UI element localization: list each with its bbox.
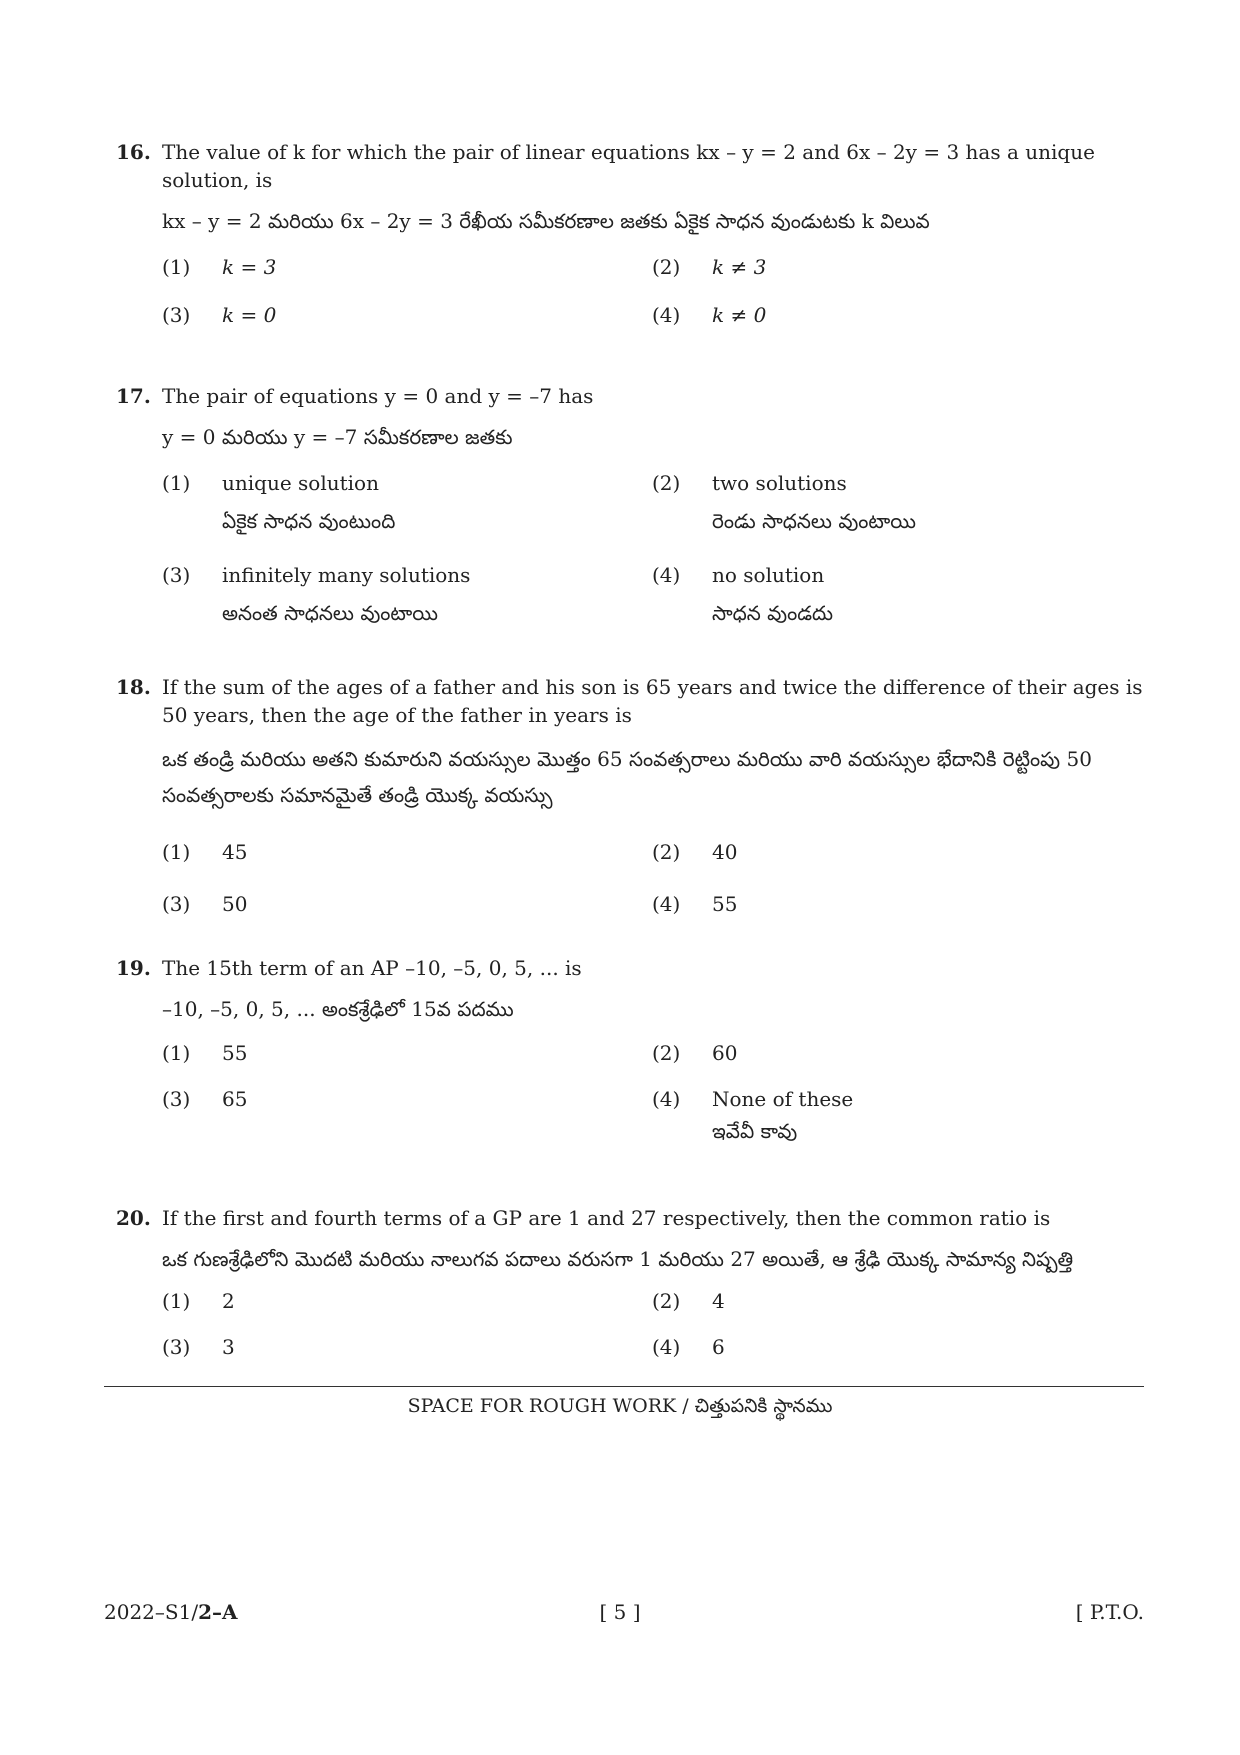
option-number: (4): [652, 303, 681, 327]
option-number: (4): [652, 892, 681, 916]
option-telugu: సాధన వుండదు: [712, 601, 834, 625]
option-number: (1): [162, 840, 191, 864]
question-telugu: kx – y = 2 మరియు 6x – 2y = 3 రేఖీయ సమీకరణాల జతకు ఏకైక సాధన వుండుటకు k విలువ: [162, 209, 930, 233]
option-3[interactable]: [162, 891, 247, 917]
question-text: [116, 1204, 1146, 1232]
option-number: (1): [162, 255, 191, 279]
question-english: The pair of equations y = 0 and y = –7 has: [162, 384, 594, 408]
question-text: [116, 138, 1146, 194]
question-19: [116, 954, 1146, 1150]
option-2[interactable]: [652, 1040, 737, 1066]
option-4[interactable]: [652, 1086, 853, 1144]
option-text: 45: [222, 840, 248, 864]
option-4[interactable]: [652, 1334, 725, 1360]
option-3[interactable]: [162, 302, 276, 328]
option-text: 55: [222, 1041, 248, 1065]
question-number: 18.: [116, 675, 151, 699]
option-1[interactable]: [162, 470, 395, 534]
question-english: The 15th term of an AP –10, –5, 0, 5, ... is: [162, 956, 582, 980]
option-1[interactable]: [162, 839, 247, 865]
question-telugu: –10, –5, 0, 5, ... అంకశ్రేఢిలో 15వ పదము: [162, 997, 514, 1021]
option-telugu: అనంత సాధనలు వుంటాయి: [222, 601, 439, 625]
rough-work-divider: [104, 1386, 1144, 1387]
question-telugu: ఒక తండ్రి మరియు అతని కుమారుని వయస్సుల మొత్తం 65 సంవత్సరాలు మరియు వారి వయస్సుల భేదానికి రెట్టింపు 50 సంవత్సరాలకు సమానమైతే తండ్రి యొక్క వయస్సు: [162, 747, 1092, 807]
option-text: 50: [222, 892, 248, 916]
option-text: 4: [712, 1289, 725, 1313]
option-2[interactable]: [652, 1288, 725, 1314]
option-number: (3): [162, 1087, 191, 1111]
question-text: [116, 382, 1146, 410]
options: [116, 254, 1146, 364]
question-17: [116, 382, 1146, 640]
option-2[interactable]: [652, 470, 916, 534]
question-english: If the first and fourth terms of a GP are 1 and 27 respectively, then the common ratio is: [162, 1206, 1051, 1230]
option-number: (2): [652, 1041, 681, 1065]
footer-code-bold: 2–A: [198, 1600, 238, 1624]
option-number: (1): [162, 1041, 191, 1065]
question-english: The value of k for which the pair of linear equations kx – y = 2 and 6x – 2y = 3 has a unique solution, is: [162, 140, 1095, 192]
question-text: [116, 954, 1146, 982]
page-number: [ 5 ]: [599, 1600, 641, 1624]
question-telugu: y = 0 మరియు y = –7 సమీకరణాల జతకు: [162, 425, 513, 449]
option-number: (2): [652, 1289, 681, 1313]
question-18: [116, 673, 1146, 929]
option-text: 40: [712, 840, 738, 864]
footer-code-prefix: 2022–S1/: [104, 1600, 199, 1624]
option-number: (1): [162, 471, 191, 495]
option-text: 2: [222, 1289, 235, 1313]
options: [116, 1040, 1146, 1150]
option-number: (3): [162, 1335, 191, 1359]
option-number: (2): [652, 471, 681, 495]
option-4[interactable]: [652, 302, 766, 328]
option-4[interactable]: [652, 562, 833, 626]
question-telugu: ఒక గుణశ్రేఢిలోని మొదటి మరియు నాలుగవ పదాలు వరుసగా 1 మరియు 27 అయితే, ఆ శ్రేఢి యొక్క సామాన్య నిష్పత్తి: [162, 1247, 1074, 1271]
option-1[interactable]: [162, 1288, 235, 1314]
options: [116, 470, 1146, 640]
option-text: k ≠ 3: [712, 255, 767, 279]
option-text: None of these: [712, 1087, 854, 1111]
option-number: (2): [652, 255, 681, 279]
question-number: 17.: [116, 384, 151, 408]
option-number: (3): [162, 563, 191, 587]
question-text: [116, 673, 1146, 729]
option-text: 6: [712, 1335, 725, 1359]
question-number: 16.: [116, 140, 151, 164]
option-telugu: ఇవేవీ కావు: [712, 1119, 798, 1143]
option-4[interactable]: [652, 891, 737, 917]
option-3[interactable]: [162, 1334, 235, 1360]
option-number: (2): [652, 840, 681, 864]
option-2[interactable]: [652, 254, 766, 280]
option-text: unique solution: [222, 471, 379, 495]
option-text: no solution: [712, 563, 825, 587]
options: [116, 839, 1146, 929]
option-1[interactable]: [162, 1040, 247, 1066]
option-3[interactable]: [162, 562, 470, 626]
option-text: k = 3: [222, 255, 277, 279]
option-telugu: రెండు సాధనలు వుంటాయి: [712, 509, 916, 533]
option-number: (1): [162, 1289, 191, 1313]
option-1[interactable]: [162, 254, 276, 280]
option-text: k ≠ 0: [712, 303, 767, 327]
question-english: If the sum of the ages of a father and his son is 65 years and twice the difference of their ages is 50 years, then the age of the father in years is: [162, 675, 1143, 727]
option-3[interactable]: [162, 1086, 247, 1112]
question-16: [116, 138, 1146, 364]
question-number: 20.: [116, 1206, 151, 1230]
pto-label: [ P.T.O.: [1075, 1600, 1144, 1624]
option-telugu: ఏకైక సాధన వుంటుంది: [222, 509, 396, 533]
option-number: (4): [652, 1087, 681, 1111]
option-text: 60: [712, 1041, 738, 1065]
option-number: (4): [652, 1335, 681, 1359]
option-2[interactable]: [652, 839, 737, 865]
option-text: infinitely many solutions: [222, 563, 471, 587]
option-text: 65: [222, 1087, 248, 1111]
option-number: (4): [652, 563, 681, 587]
option-text: k = 0: [222, 303, 277, 327]
option-text: 55: [712, 892, 738, 916]
question-20: [116, 1204, 1146, 1378]
option-number: (3): [162, 892, 191, 916]
option-number: (3): [162, 303, 191, 327]
rough-work-label: SPACE FOR ROUGH WORK / చిత్తుపనికి స్థానము: [407, 1395, 833, 1417]
option-text: two solutions: [712, 471, 847, 495]
option-text: 3: [222, 1335, 235, 1359]
question-number: 19.: [116, 956, 151, 980]
options: [116, 1288, 1146, 1378]
